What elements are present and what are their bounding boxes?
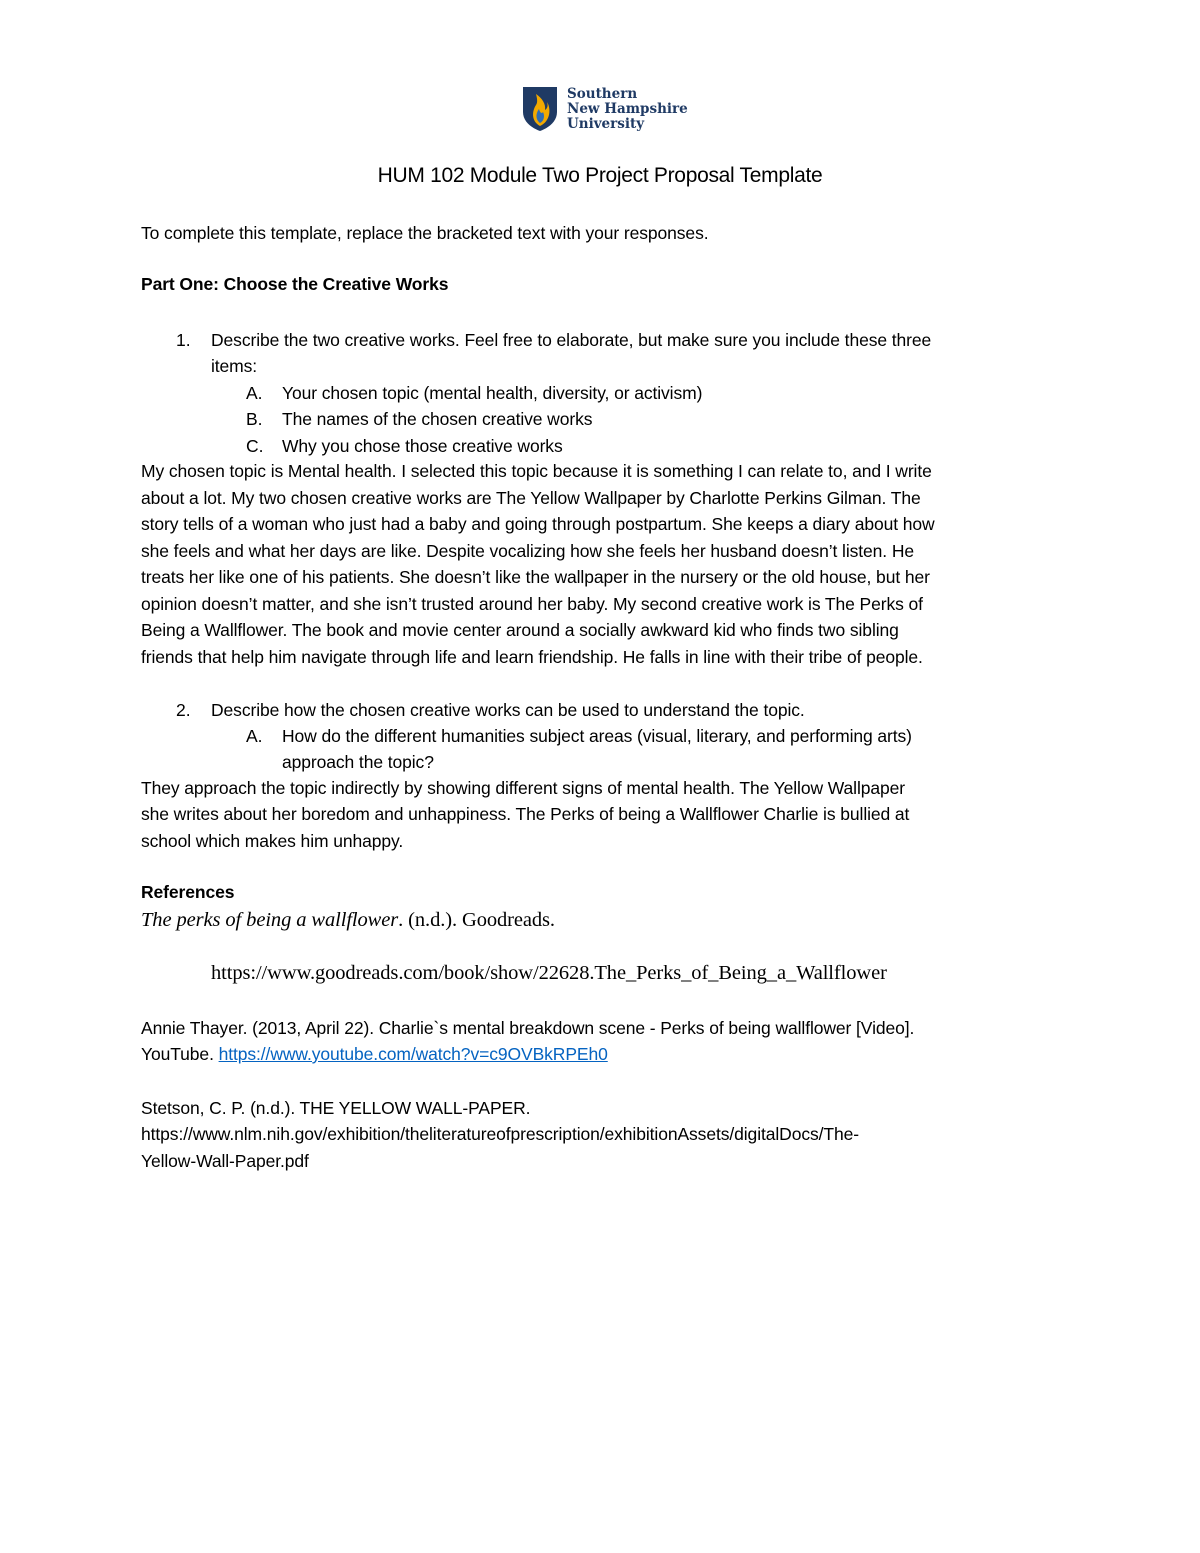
answer1-line: Being a Wallflower. The book and movie center around a socially awkward kid who finds two sibling [141, 620, 899, 640]
q1-item-a-label: A. [246, 383, 263, 403]
q1-item-a-text: Your chosen topic (mental health, diversity, or activism) [282, 383, 703, 403]
q2-number: 2. [176, 700, 191, 720]
answer1-line: opinion doesn’t matter, and she isn’t trusted around her baby. My second creative work is The Perks of [141, 594, 923, 614]
q2-text: Describe how the chosen creative works can be used to understand the topic. [211, 700, 805, 720]
reference-3-line-3: Yellow-Wall-Paper.pdf [141, 1151, 309, 1171]
answer1-line: My chosen topic is Mental health. I selected this topic because it is something I can relate to, and I write [141, 461, 932, 481]
reference-1-url: https://www.goodreads.com/book/show/22628.The_Perks_of_Being_a_Wallflower [211, 962, 887, 984]
q1-item-b-text: The names of the chosen creative works [282, 409, 593, 429]
reference-3-line-1: Stetson, C. P. (n.d.). THE YELLOW WALL-PAPER. [141, 1098, 531, 1118]
reference-2-line-1: Annie Thayer. (2013, April 22). Charlie`s mental breakdown scene - Perks of being wallflower [Video]. [141, 1018, 915, 1038]
logo-line-1: Southern [567, 85, 638, 102]
reference-2-prefix: YouTube. [141, 1044, 219, 1064]
intro-text: To complete this template, replace the bracketed text with your responses. [141, 223, 709, 243]
q1-item-c-label: C. [246, 436, 264, 456]
q1-text-line-1: Describe the two creative works. Feel free to elaborate, but make sure you include these three [211, 330, 932, 350]
reference-1-source: . (n.d.). Goodreads. [398, 909, 555, 931]
logo-line-3: University [567, 115, 645, 132]
youtube-link[interactable]: https://www.youtube.com/watch?v=c9OVBkRPEh0 [218, 1044, 608, 1064]
logo-wordmark [567, 87, 688, 132]
q1-item-b-label: B. [246, 409, 263, 429]
q1-text-line-2: items: [211, 356, 258, 376]
reference-1-title: The perks of being a wallflower [141, 909, 399, 931]
part-one-heading: Part One: Choose the Creative Works [141, 274, 449, 294]
answer2-line: school which makes him unhappy. [141, 831, 404, 851]
q2-item-a-line-1: How do the different humanities subject areas (visual, literary, and performing arts) [282, 726, 912, 746]
snhu-logo [522, 84, 692, 134]
answer1-line: friends that help him navigate through life and learn friendship. He falls in line with their tribe of people. [141, 647, 923, 667]
answer1-line: about a lot. My two chosen creative works are The Yellow Wallpaper by Charlotte Perkins Gilman. The [141, 488, 921, 508]
answer2-line: They approach the topic indirectly by showing different signs of mental health. The Yellow Wallpaper [141, 778, 906, 798]
q2-item-a-line-2: approach the topic? [282, 752, 434, 772]
answer1-line: story tells of a woman who just had a baby and going through postpartum. She keeps a diary about how [141, 514, 935, 534]
answer2-line: she writes about her boredom and unhappiness. The Perks of being a Wallflower Charlie is bullied at [141, 804, 910, 824]
reference-2-line-2 [141, 1044, 608, 1065]
references-heading: References [141, 882, 235, 902]
answer1-line: treats her like one of his patients. She doesn’t like the wallpaper in the nursery or the old house, but her [141, 567, 930, 587]
answer1-line: she feels and what her days are like. Despite vocalizing how she feels her husband doesn’t listen. He [141, 541, 914, 561]
reference-3-line-2: https://www.nlm.nih.gov/exhibition/theliteratureofprescription/exhibitionAssets/digitalDocs/The- [141, 1124, 859, 1144]
q2-item-a-label: A. [246, 726, 263, 746]
q1-number: 1. [176, 330, 191, 350]
reference-1 [141, 909, 555, 932]
document-title: HUM 102 Module Two Project Proposal Template [377, 164, 823, 187]
logo-line-2: New Hampshire [567, 100, 688, 117]
q1-item-c-text: Why you chose those creative works [282, 436, 563, 456]
shield-flame-icon [522, 86, 558, 132]
